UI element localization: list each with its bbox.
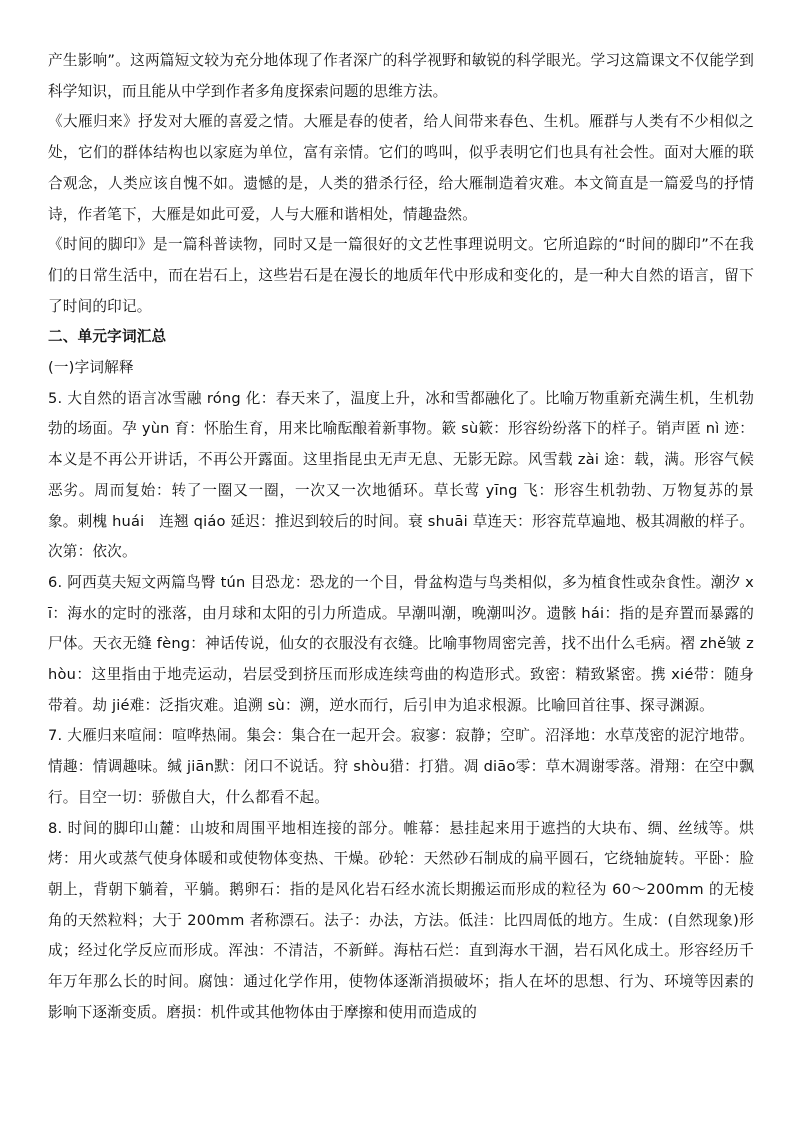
section-subheading: (一)字词解释 bbox=[48, 359, 134, 377]
vocab-entry-7: 7. 大雁归来喧闹：喧哗热闹。集会：集合在一起开会。寂寥：寂静；空旷。沼泽地：水草茂密的泥泞地带。情趣：情调趣味。缄 jiān默：闭口不说话。狩 shòu猎：打猎。凋 diāo零：草木凋谢零落。滑翔：在空中飘行。目空一切：骄傲自大，什么都看不起。 bbox=[48, 727, 754, 806]
document-page bbox=[48, 46, 754, 1029]
intro-paragraph-2: 《大雁归来》抒发对大雁的喜爱之情。大雁是春的使者，给人间带来春色、生机。雁群与人类有不少相似之处，它们的群体结构也以家庭为单位，富有亲情。它们的鸣叫，似乎表明它们也具有社会性。面对大雁的联合观念，人类应该自愧不如。遗憾的是，人类的猎杀行径，给大雁制造着灾难。本文简直是一篇爱鸟的抒情诗，作者笔下，大雁是如此可爱，人与大雁和谐相处，情趣盎然。 bbox=[48, 113, 754, 223]
intro-paragraph-3: 《时间的脚印》是一篇科普读物，同时又是一篇很好的文艺性事理说明文。它所追踪的“时间的脚印”不在我们的日常生活中，而在岩石上，这些岩石是在漫长的地质年代中形成和变化的，是一种大自然的语言，留下了时间的印记。 bbox=[48, 236, 754, 315]
vocab-entry-8: 8. 时间的脚印山麓：山坡和周围平地相连接的部分。帷幕：悬挂起来用于遮挡的大块布、绸、丝绒等。烘烤：用火或蒸气使身体暖和或使物体变热、干燥。砂轮：天然砂石制成的扁平圆石，它绕轴旋转。平卧：脸朝上，背朝下躺着，平躺。鹅卵石：指的是风化岩石经水流长期搬运而形成的粒径为 60～200mm 的无棱角的天然粒料；大于 200mm 者称漂石。法子：办法，方法。低洼：比四周低的地方。生成：(自然现象)形成；经过化学反应而形成。浑浊：不清洁，不新鲜。海枯石烂：直到海水干涸，岩石风化成土。形容经历千年万年那么长的时间。腐蚀：通过化学作用，使物体逐渐消损破坏；指人在坏的思想、行为、环境等因素的影响下逐渐变质。磨损：机件或其他物体由于摩擦和使用而造成的 bbox=[48, 819, 754, 1021]
vocab-entry-5: 5. 大自然的语言冰雪融 róng 化：春天来了，温度上升，冰和雪都融化了。比喻万物重新充满生机，生机勃勃的场面。孕 yùn 育：怀胎生育，用来比喻酝酿着新事物。簌 sù簌：形容纷纷落下的样子。销声匿 nì 迹：本义是不再公开讲话，不再公开露面。这里指昆虫无声无息、无影无踪。风雪载 zài 途：载，满。形容气候恶劣。周而复始：转了一圈又一圈，一次又一次地循环。草长莺 yīng 飞：形容生机勃勃、万物复苏的景象。刺槐 huái 连翘 qiáo 延迟：推迟到较后的时间。衰 shuāi 草连天：形容荒草遍地、极其凋敝的样子。次第：依次。 bbox=[48, 389, 754, 561]
section-heading: 二、单元字词汇总 bbox=[48, 328, 167, 346]
intro-paragraph-1: 产生影响”。这两篇短文较为充分地体现了作者深广的科学视野和敏锐的科学眼光。学习这篇课文不仅能学到科学知识，而且能从中学到作者多角度探索问题的思维方法。 bbox=[48, 52, 754, 100]
vocab-entry-6: 6. 阿西莫夫短文两篇鸟臀 tún 目恐龙：恐龙的一个目，骨盆构造与鸟类相似，多为植食性或杂食性。潮汐 xī：海水的定时的涨落，由月球和太阳的引力所造成。早潮叫潮，晚潮叫汐。遗骸 hái：指的是弃置而暴露的尸体。天衣无缝 fèng：神话传说，仙女的衣服没有衣缝。比喻事物周密完善，找不出什么毛病。褶 zhě皱 zhòu：这里指由于地壳运动，岩层受到挤压而形成连续弯曲的构造形式。致密：精致紧密。携 xié带：随身带着。劫 jié难：泛指灾难。追溯 sù：溯，逆水而行，后引申为追求根源。比喻回首往事、探寻渊源。 bbox=[48, 573, 754, 714]
